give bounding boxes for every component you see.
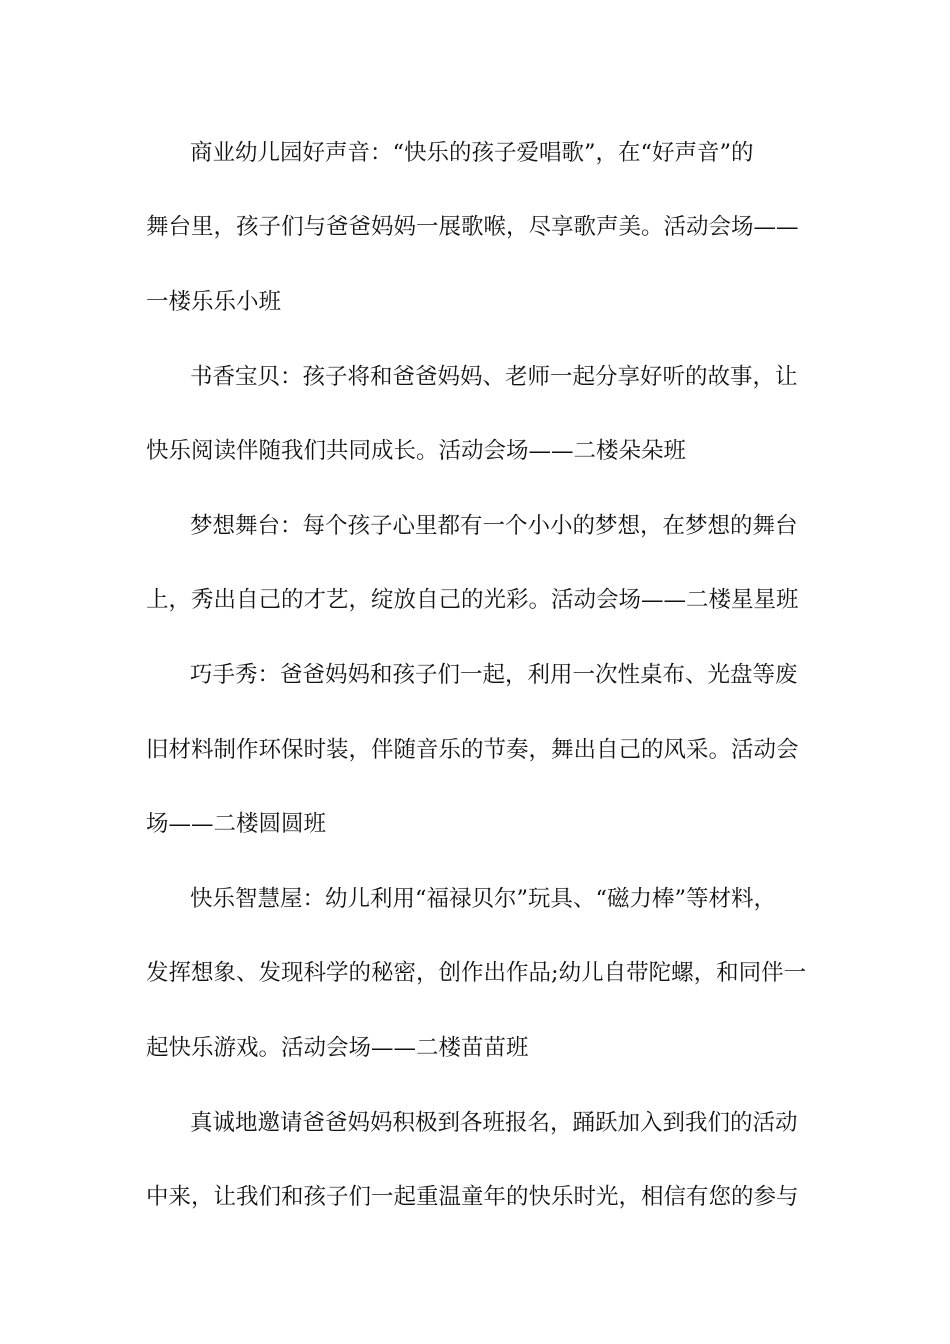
text-line: 发挥想象、发现科学的秘密，创作出作品;幼儿自带陀螺，和同伴一 [146,960,807,986]
text-line: 商业幼儿园好声音：“快乐的孩子爱唱歌”，在“好声音”的 [190,140,754,166]
text-line: 场——二楼圆圆班 [146,811,327,837]
text-line: 起快乐游戏。活动会场——二楼苗苗班 [146,1035,529,1061]
text-line: 梦想舞台：每个孩子心里都有一个小小的梦想，在梦想的舞台 [190,513,798,539]
paragraph-2-line-2 [0,436,950,466]
paragraph-3-line-1 [0,511,950,541]
text-line: 中来，让我们和孩子们一起重温童年的快乐时光，相信有您的参与 [146,1184,799,1210]
paragraph-5-line-1 [0,884,950,914]
text-line: 快乐阅读伴随我们共同成长。活动会场——二楼朵朵班 [146,438,687,464]
paragraph-5-line-3 [0,1033,950,1063]
text-line: 巧手秀：爸爸妈妈和孩子们一起，利用一次性桌布、光盘等废 [190,662,798,688]
text-line: 快乐智慧屋：幼儿利用“福禄贝尔”玩具、“磁力棒”等材料， [190,886,777,912]
paragraph-3-line-2 [0,585,950,615]
text-line: 一楼乐乐小班 [146,289,282,315]
paragraph-4-line-1 [0,660,950,690]
text-line: 真诚地邀请爸爸妈妈积极到各班报名，踊跃加入到我们的活动 [190,1110,798,1136]
paragraph-1-line-1 [0,138,950,168]
text-line: 上，秀出自己的才艺，绽放自己的光彩。活动会场——二楼星星班 [146,587,799,613]
paragraph-4-line-3 [0,809,950,839]
paragraph-2-line-1 [0,362,950,392]
text-line: 旧材料制作环保时装，伴随音乐的节奏，舞出自己的风采。活动会 [146,737,799,763]
paragraph-6-line-2 [0,1182,950,1212]
paragraph-1-line-3 [0,287,950,317]
paragraph-4-line-2 [0,735,950,765]
paragraph-6-line-1 [0,1108,950,1138]
paragraph-5-line-2 [0,958,950,988]
text-line: 书香宝贝：孩子将和爸爸妈妈、老师一起分享好听的故事，让 [190,364,798,390]
paragraph-1-line-2 [0,212,950,242]
text-line: 舞台里，孩子们与爸爸妈妈一展歌喉，尽享歌声美。活动会场—— [146,214,799,240]
